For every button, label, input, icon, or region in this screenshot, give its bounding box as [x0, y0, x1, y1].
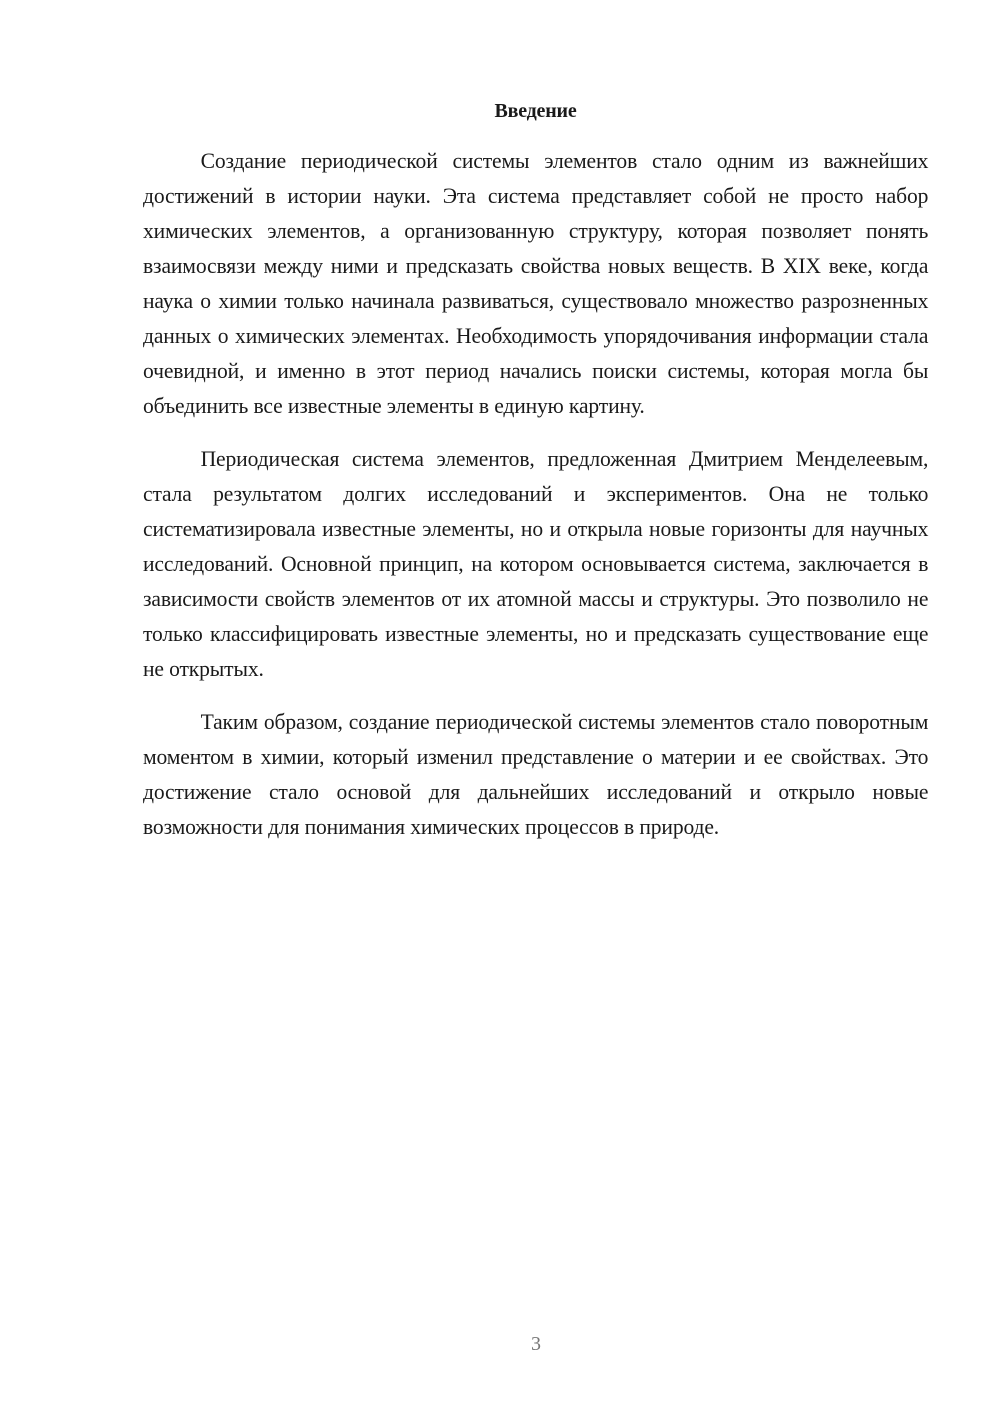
- paragraph-mendeleev: Периодическая система элементов, предложенная Дмитрием Менделеевым, стала результатом долгих исследований и экспериментов. Она не только систематизировала известные элементы, но и открыла новые горизонты для научных исследований. Основной принцип, на котором основывается система, заключается в зависимости свойств элементов от их атомной массы и структуры. Это позволило не только классифицировать известные элементы, но и предсказать существование еще не открытых.: [143, 446, 929, 681]
- paragraph-conclusion: Таким образом, создание периодической системы элементов стало поворотным моментом в химии, который изменил представление о материи и ее свойствах. Это достижение стало основой для дальнейших исследований и открыло новые возможности для понимания химических процессов в природе.: [143, 709, 929, 839]
- document-page: [143, 95, 928, 862]
- paragraph-intro: Создание периодической системы элементов стало одним из важнейших достижений в истории науки. Эта система представляет собой не просто набор химических элементов, а организованную структуру, которая позволяет понять взаимосвязи между ними и предсказать свойства новых веществ. В XIX веке, когда наука о химии только начинала развиваться, существовало множество разрозненных данных о химических элементах. Необходимость упорядочивания информации стала очевидной, и именно в этот период начались поиски системы, которая могла бы объединить все известные элементы в единую картину.: [143, 148, 929, 418]
- section-heading: Введение: [494, 100, 577, 122]
- page-number: 3: [531, 1333, 541, 1355]
